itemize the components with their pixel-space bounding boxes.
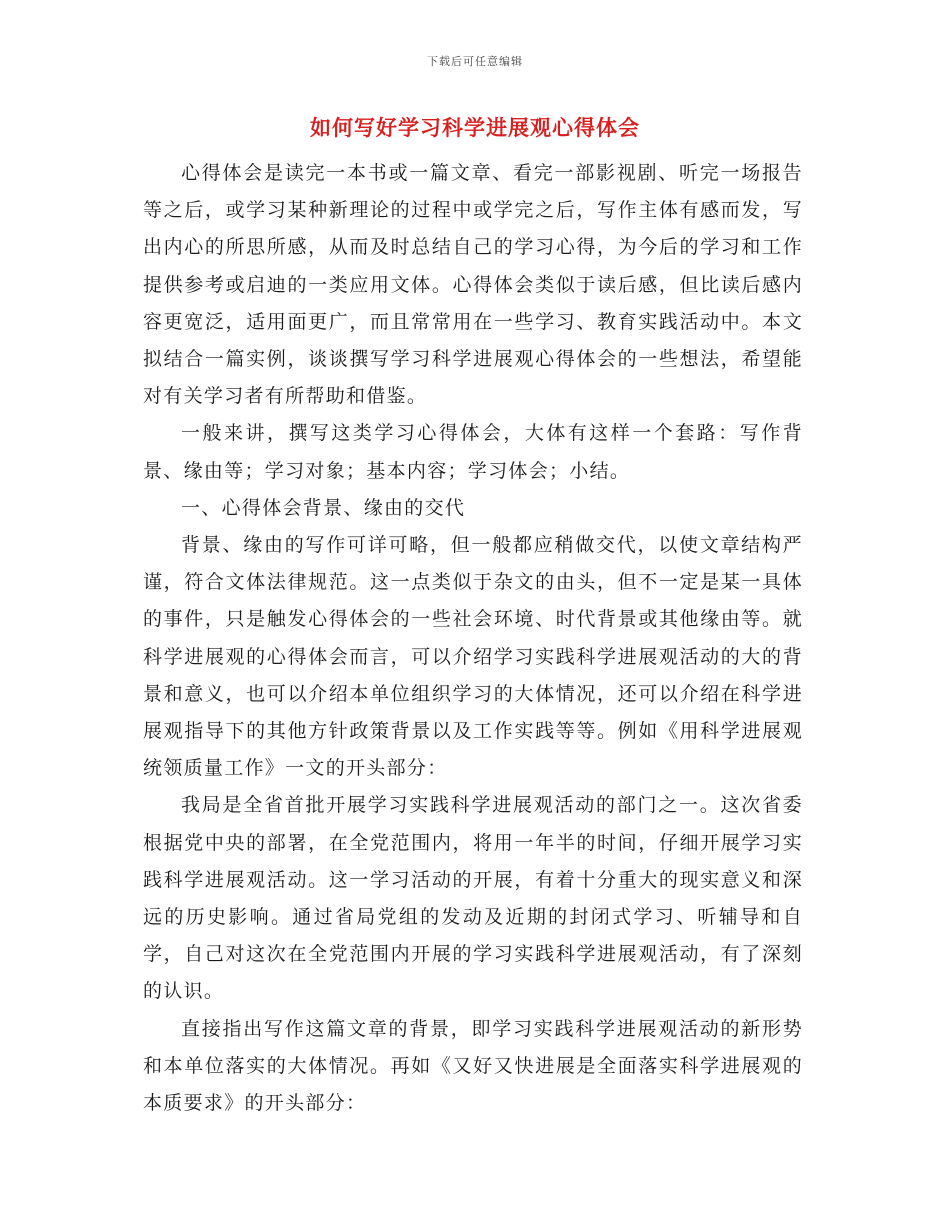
page-header-note: 下载后可任意编辑 — [427, 55, 523, 68]
document-title: 如何写好学习科学进展观心得体会 — [310, 116, 640, 140]
paragraph: 直接指出写作这篇文章的背景，即学习实践科学进展观活动的新形势和本单位落实的大体情况。再如《又好又快进展是全面落实科学进展观的本质要求》的开头部分： — [143, 1017, 803, 1115]
quoted-paragraph: 我局是全省首批开展学习实践科学进展观活动的部门之一。这次省委根据党中央的部署，在全党范围内，将用一年半的时间，仔细开展学习实践科学进展观活动。这一学习活动的开展，有着十分重大的现实意义和深远的历史影响。通过省局党组的发动及近期的封闭式学习、听辅导和自学，自己对这次在全党范围内开展的学习实践科学进展观活动，有了深刻的认识。 — [143, 794, 803, 1003]
paragraph: 背景、缘由的写作可详可略，但一般都应稍做交代，以使文章结构严谨，符合文体法律规范。这一点类似于杂文的由头，但不一定是某一具体的事件，只是触发心得体会的一些社会环境、时代背景或其他缘由等。就科学进展观的心得体会而言，可以介绍学习实践科学进展观活动的大的背景和意义，也可以介绍本单位组织学习的大体情况，还可以介绍在科学进展观指导下的其他方针政策背景以及工作实践等等。例如《用科学进展观统领质量工作》一文的开头部分： — [143, 534, 803, 780]
paragraph: 一般来讲，撰写这类学习心得体会，大体有这样一个套路：写作背景、缘由等；学习对象；基本内容；学习体会；小结。 — [143, 422, 803, 482]
paragraph: 心得体会是读完一本书或一篇文章、看完一部影视剧、听完一场报告等之后，或学习某种新理论的过程中或学完之后，写作主体有感而发，写出内心的所思所感，从而及时总结自己的学习心得，为今后的学习和工作提供参考或启迪的一类应用文体。心得体会类似于读后感，但比读后感内容更宽泛，适用面更广，而且常常用在一些学习、教育实践活动中。本文拟结合一篇实例，谈谈撰写学习科学进展观心得体会的一些想法，希望能对有关学习者有所帮助和借鉴。 — [143, 162, 803, 408]
section-heading: 一、心得体会背景、缘由的交代 — [181, 496, 466, 519]
document-body — [143, 155, 803, 1122]
